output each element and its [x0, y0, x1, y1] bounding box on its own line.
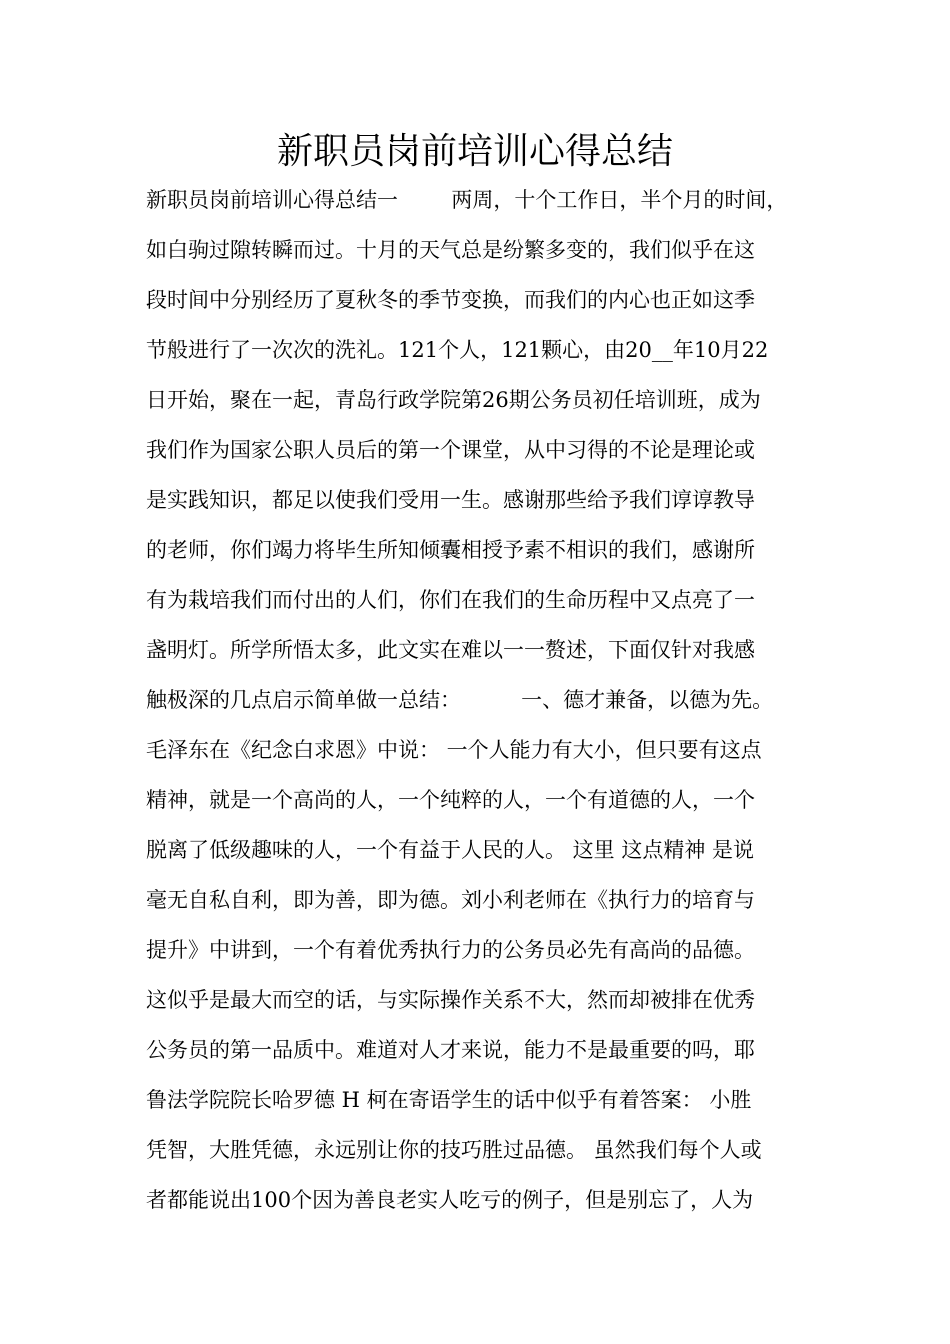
body-line: 毛泽东在《纪念白求恩》中说： 一个人能力有大小，但只要有这点 — [146, 738, 762, 762]
body-line: 精神，就是一个高尚的人，一个纯粹的人，一个有道德的人，一个 — [146, 788, 755, 812]
body-line: 的老师，你们竭力将毕生所知倾囊相授予素不相识的我们，感谢所 — [146, 538, 755, 562]
body-line: 脱离了低级趣味的人，一个有益于人民的人。 这里 这点精神 是说 — [146, 838, 755, 862]
body-line: 盏明灯。所学所悟太多，此文实在难以一一赘述，下面仅针对我感 — [146, 638, 755, 662]
document-body — [146, 175, 826, 1225]
body-line: 这似乎是最大而空的话，与实际操作关系不大，然而却被排在优秀 — [146, 988, 755, 1012]
body-line: 节般进行了一次次的洗礼。121个人，121颗心，由20__年10月22 — [146, 338, 769, 362]
body-line: 凭智，大胜凭德，永远别让你的技巧胜过品德。 虽然我们每个人或 — [146, 1138, 762, 1162]
body-line: 是实践知识，都足以使我们受用一生。感谢那些给予我们谆谆教导 — [146, 488, 755, 512]
body-line: 有为栽培我们而付出的人们，你们在我们的生命历程中又点亮了一 — [146, 588, 755, 612]
body-line: 如白驹过隙转瞬而过。十月的天气总是纷繁多变的，我们似乎在这 — [146, 238, 755, 262]
body-line: 提升》中讲到，一个有着优秀执行力的公务员必先有高尚的品德。 — [146, 938, 755, 962]
body-line: 段时间中分别经历了夏秋冬的季节变换，而我们的内心也正如这季 — [146, 288, 755, 312]
document-title: 新职员岗前培训心得总结 — [276, 131, 673, 172]
body-line: 鲁法学院院长哈罗德 H 柯在寄语学生的话中似乎有着答案： 小胜 — [146, 1088, 752, 1112]
body-line: 公务员的第一品质中。难道对人才来说，能力不是最重要的吗，耶 — [146, 1038, 755, 1062]
body-line: 新职员岗前培训心得总结一 两周，十个工作日，半个月的时间， — [146, 188, 788, 212]
body-line: 触极深的几点启示简单做一总结： 一、德才兼备，以德为先。 — [146, 688, 774, 712]
body-line: 者都能说出100个因为善良老实人吃亏的例子，但是别忘了，人为 — [146, 1188, 754, 1212]
body-line: 日开始，聚在一起，青岛行政学院第26期公务员初任培训班，成为 — [146, 388, 761, 412]
body-line: 毫无自私自利，即为善，即为德。刘小利老师在《执行力的培育与 — [146, 888, 755, 912]
body-line: 我们作为国家公职人员后的第一个课堂，从中习得的不论是理论或 — [146, 438, 755, 462]
